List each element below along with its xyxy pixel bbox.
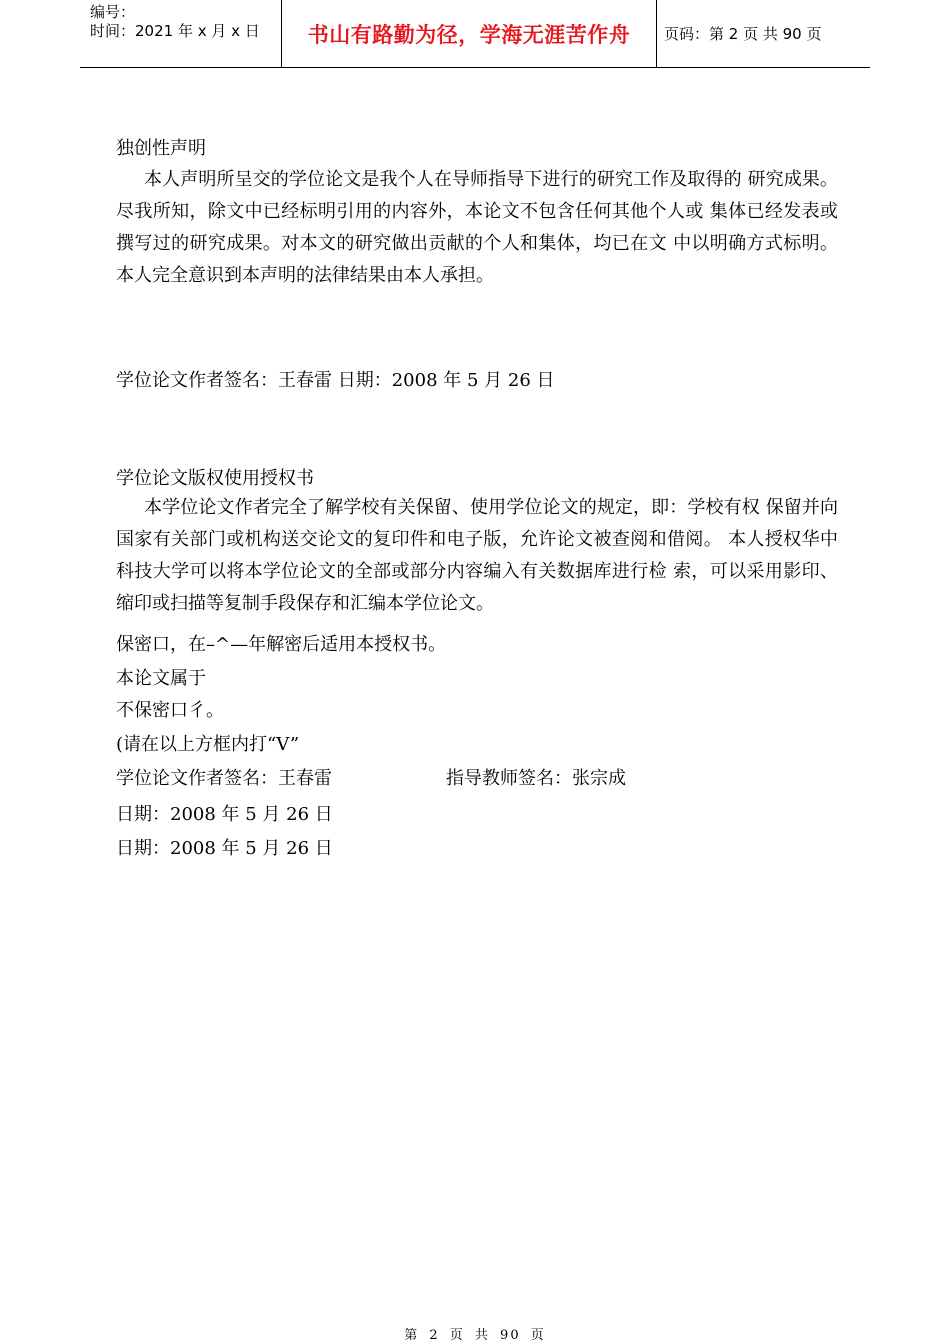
date-line-1: 日期：2008 年 5 月 26 日 (116, 804, 333, 825)
not-secret-line: 不保密口彳。 (116, 700, 224, 721)
header-page-info: 页码：第 2 页 共 90 页 (664, 25, 822, 43)
date-line-2: 日期：2008 年 5 月 26 日 (116, 838, 333, 859)
time-label: 时间：2021 年 x 月 x 日 (90, 22, 260, 40)
declaration-title: 独创性声明 (116, 138, 206, 159)
authorization-paragraph: 本学位论文作者完全了解学校有关保留、使用学位论文的规定，即：学校有权 保留并向国家有关部门或机构送交论文的复印件和电子版，允许论文被查阅和借阅。 本人授权华中科技大学可以将本学位论文的全部或部分内容编入有关数据库进行检 索，可以采用影印、缩印或扫描等复制手段保存和汇编本学位论文。 (116, 497, 838, 614)
declaration-paragraph: 本人声明所呈交的学位论文是我个人在导师指导下进行的研究工作及取得的 研究成果。尽我所知，除文中已经标明引用的内容外，本论文不包含任何其他个人或 集体已经发表或撰写过的研究成果。对本文的研究做出贡献的个人和集体，均已在文 中以明确方式标明。本人完全意识到本声明的法律结果由本人承担。 (116, 169, 838, 286)
declaration-signature: 学位论文作者签名：王春雷 日期：2008 年 5 月 26 日 (116, 370, 555, 391)
page-footer: 第 2 页 共 90 页 (404, 1328, 546, 1343)
header-meta (80, 0, 280, 67)
author-signature: 学位论文作者签名：王春雷 (116, 768, 332, 789)
belongs-line: 本论文属于 (116, 668, 206, 689)
authorization-title: 学位论文版权使用授权书 (116, 468, 314, 489)
instruction-line: (请在以上方框内打“V” (116, 734, 300, 755)
number-label: 编号： (90, 3, 136, 21)
page-header (80, 0, 870, 68)
secret-line: 保密口，在–^—年解密后适用本授权书。 (116, 634, 447, 655)
advisor-signature: 指导教师签名：张宗成 (446, 768, 626, 789)
header-motto: 书山有路勤为径，学海无涯苦作舟 (281, 0, 657, 67)
